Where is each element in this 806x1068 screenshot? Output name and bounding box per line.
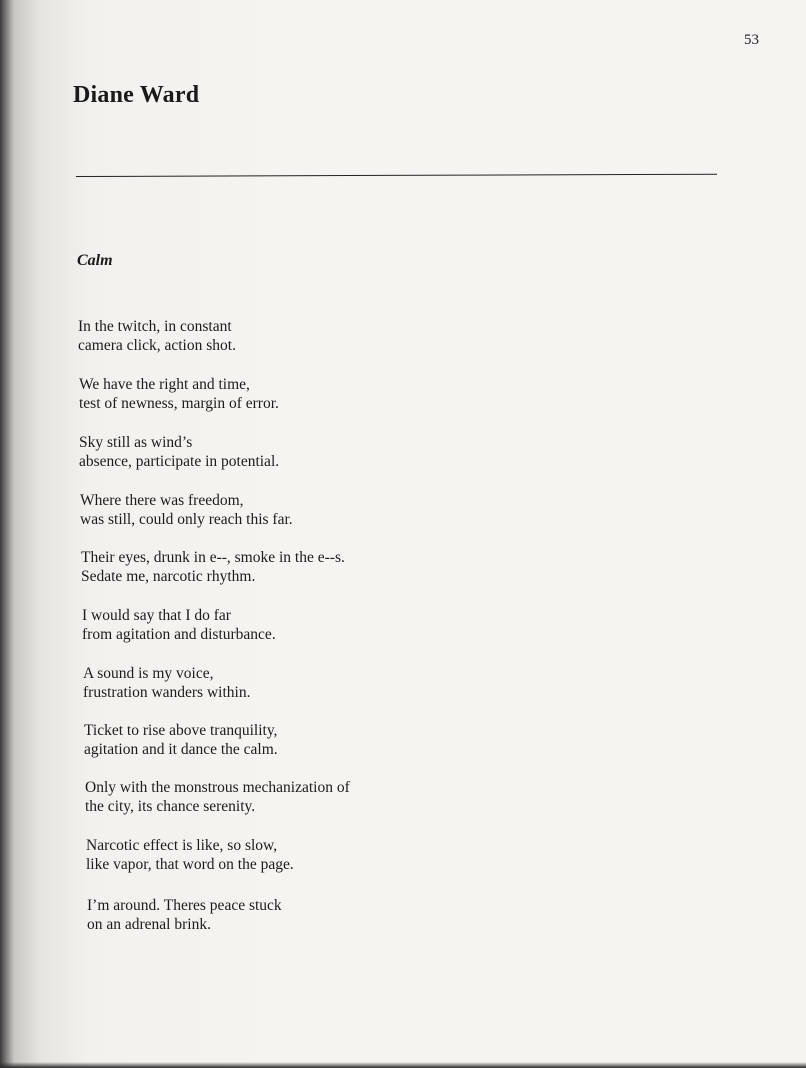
poem-title: Calm	[77, 252, 113, 269]
stanza	[86, 836, 294, 874]
poem-line: on an adrenal brink.	[87, 916, 211, 933]
stanza	[82, 606, 276, 644]
poem-line: Where there was freedom,	[80, 492, 244, 509]
poem-line: from agitation and disturbance.	[82, 626, 276, 643]
stanza	[79, 433, 279, 471]
poem-line: Only with the monstrous mechanization of	[85, 779, 350, 796]
poem-line: Ticket to rise above tranquility,	[84, 722, 278, 739]
stanza	[79, 375, 279, 413]
poem-line: absence, participate in potential.	[79, 453, 280, 470]
poem-line: the city, its chance serenity.	[85, 798, 256, 815]
poem-line: A sound is my voice,	[83, 665, 214, 682]
stanza	[83, 664, 250, 702]
poem-line: Sedate me, narcotic rhythm.	[81, 568, 256, 585]
poem-line: test of newness, margin of error.	[79, 395, 279, 412]
poem-line: Sky still as wind’s	[79, 434, 193, 451]
author-name: Diane Ward	[73, 82, 200, 108]
stanza	[87, 896, 282, 934]
stanza	[80, 491, 293, 529]
stanza	[81, 548, 345, 586]
poem-line: I’m around. Theres peace stuck	[87, 897, 282, 914]
poem-line: frustration wanders within.	[83, 684, 251, 701]
page-number: 53	[744, 32, 759, 48]
poem-line: I would say that I do far	[82, 607, 231, 624]
poem-line: was still, could only reach this far.	[80, 511, 293, 528]
page-bottom-edge	[0, 1062, 806, 1068]
stanza	[78, 317, 236, 355]
poem-line: Narcotic effect is like, so slow,	[86, 837, 278, 854]
poem-line: Their eyes, drunk in e--, smoke in the e--s.	[81, 549, 345, 566]
poem-line: camera click, action shot.	[78, 337, 236, 354]
poem-line: In the twitch, in constant	[78, 318, 232, 335]
stanza	[84, 721, 278, 759]
poem-line: like vapor, that word on the page.	[86, 856, 294, 873]
section-rule	[76, 174, 717, 177]
poem-line: We have the right and time,	[79, 376, 250, 393]
stanza	[85, 778, 350, 816]
poem-line: agitation and it dance the calm.	[84, 741, 278, 758]
